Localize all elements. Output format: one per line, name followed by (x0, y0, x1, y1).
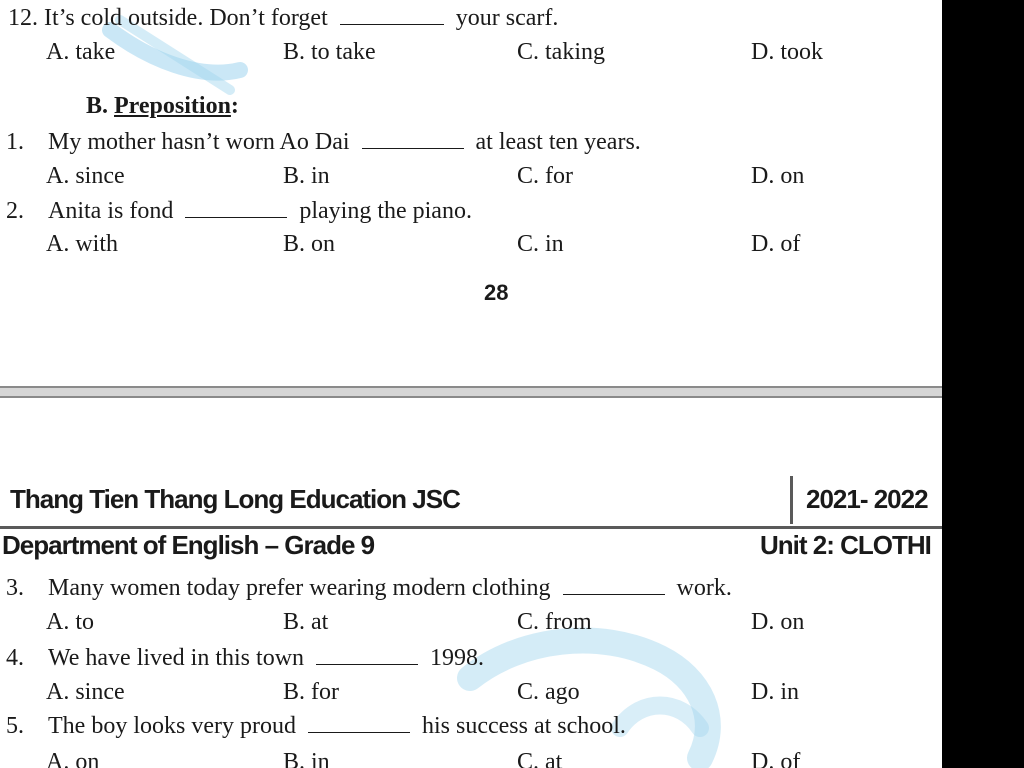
option-d[interactable]: D. took (751, 39, 823, 65)
option-d[interactable]: D. on (751, 609, 805, 635)
option-a[interactable]: A. since (46, 163, 125, 189)
option-b[interactable]: B. at (283, 609, 329, 635)
question-number: 2. (6, 198, 24, 224)
page-bottom (0, 398, 942, 768)
option-c[interactable]: C. ago (517, 679, 580, 705)
question-text-after: 1998. (430, 645, 485, 671)
option-c[interactable]: C. for (517, 163, 573, 189)
option-a[interactable]: A. on (46, 749, 100, 768)
option-b[interactable]: B. on (283, 231, 336, 257)
question-2 (6, 197, 472, 225)
answer-blank[interactable] (340, 6, 444, 25)
option-b[interactable]: B. in (283, 163, 330, 189)
option-b[interactable]: B. for (283, 679, 339, 705)
question-number: 3. (6, 575, 24, 601)
question-1 (6, 128, 641, 156)
school-year: 2021- 2022 (806, 484, 928, 514)
question-text-before: Anita is fond (48, 198, 174, 224)
viewer-background (942, 0, 1024, 768)
department: Department of English – Grade 9 (2, 530, 375, 560)
question-5 (6, 712, 626, 740)
question-3 (6, 574, 732, 602)
question-text-after: playing the piano. (299, 198, 472, 224)
option-c[interactable]: C. from (517, 609, 592, 635)
question-number: 12. (8, 5, 38, 31)
question-text-before: We have lived in this town (48, 645, 305, 671)
section-letter: B. (86, 93, 109, 119)
question-number: 5. (6, 713, 24, 739)
option-a[interactable]: A. since (46, 679, 125, 705)
page-separator (0, 386, 942, 398)
question-text-before: The boy looks very proud (48, 713, 296, 739)
option-a[interactable]: A. with (46, 231, 118, 257)
header-divider (790, 476, 793, 524)
question-number: 4. (6, 645, 24, 671)
answer-blank[interactable] (308, 714, 410, 733)
question-12 (8, 4, 558, 32)
question-text-after: your scarf. (455, 5, 559, 31)
page-number: 28 (484, 280, 509, 305)
option-c[interactable]: C. in (517, 231, 564, 257)
question-text-after: at least ten years. (475, 129, 641, 155)
question-number: 1. (6, 129, 24, 155)
section-colon: : (230, 93, 239, 119)
answer-blank[interactable] (316, 646, 418, 665)
option-c[interactable]: C. at (517, 749, 563, 768)
option-b[interactable]: B. to take (283, 39, 376, 65)
answer-blank[interactable] (563, 576, 665, 595)
question-text-after: his success at school. (421, 713, 626, 739)
question-text-before: My mother hasn’t worn Ao Dai (48, 129, 350, 155)
section-title (86, 92, 239, 120)
page-top (0, 0, 942, 386)
option-c[interactable]: C. taking (517, 39, 605, 65)
question-text-after: work. (676, 575, 732, 601)
question-text-before: It’s cold outside. Don’t forget (44, 5, 328, 31)
unit-title: Unit 2: CLOTHI (760, 530, 931, 560)
question-4 (6, 644, 484, 672)
option-a[interactable]: A. to (46, 609, 94, 635)
section-name: Preposition (114, 93, 231, 119)
company-name: Thang Tien Thang Long Education JSC (10, 484, 460, 514)
answer-blank[interactable] (362, 130, 464, 149)
option-d[interactable]: D. on (751, 163, 805, 189)
option-d[interactable]: D. of (751, 749, 801, 768)
option-d[interactable]: D. in (751, 679, 799, 705)
header-rule (0, 526, 942, 529)
option-d[interactable]: D. of (751, 231, 801, 257)
question-text-before: Many women today prefer wearing modern clothing (48, 575, 551, 601)
option-b[interactable]: B. in (283, 749, 330, 768)
option-a[interactable]: A. take (46, 39, 116, 65)
answer-blank[interactable] (185, 199, 287, 218)
